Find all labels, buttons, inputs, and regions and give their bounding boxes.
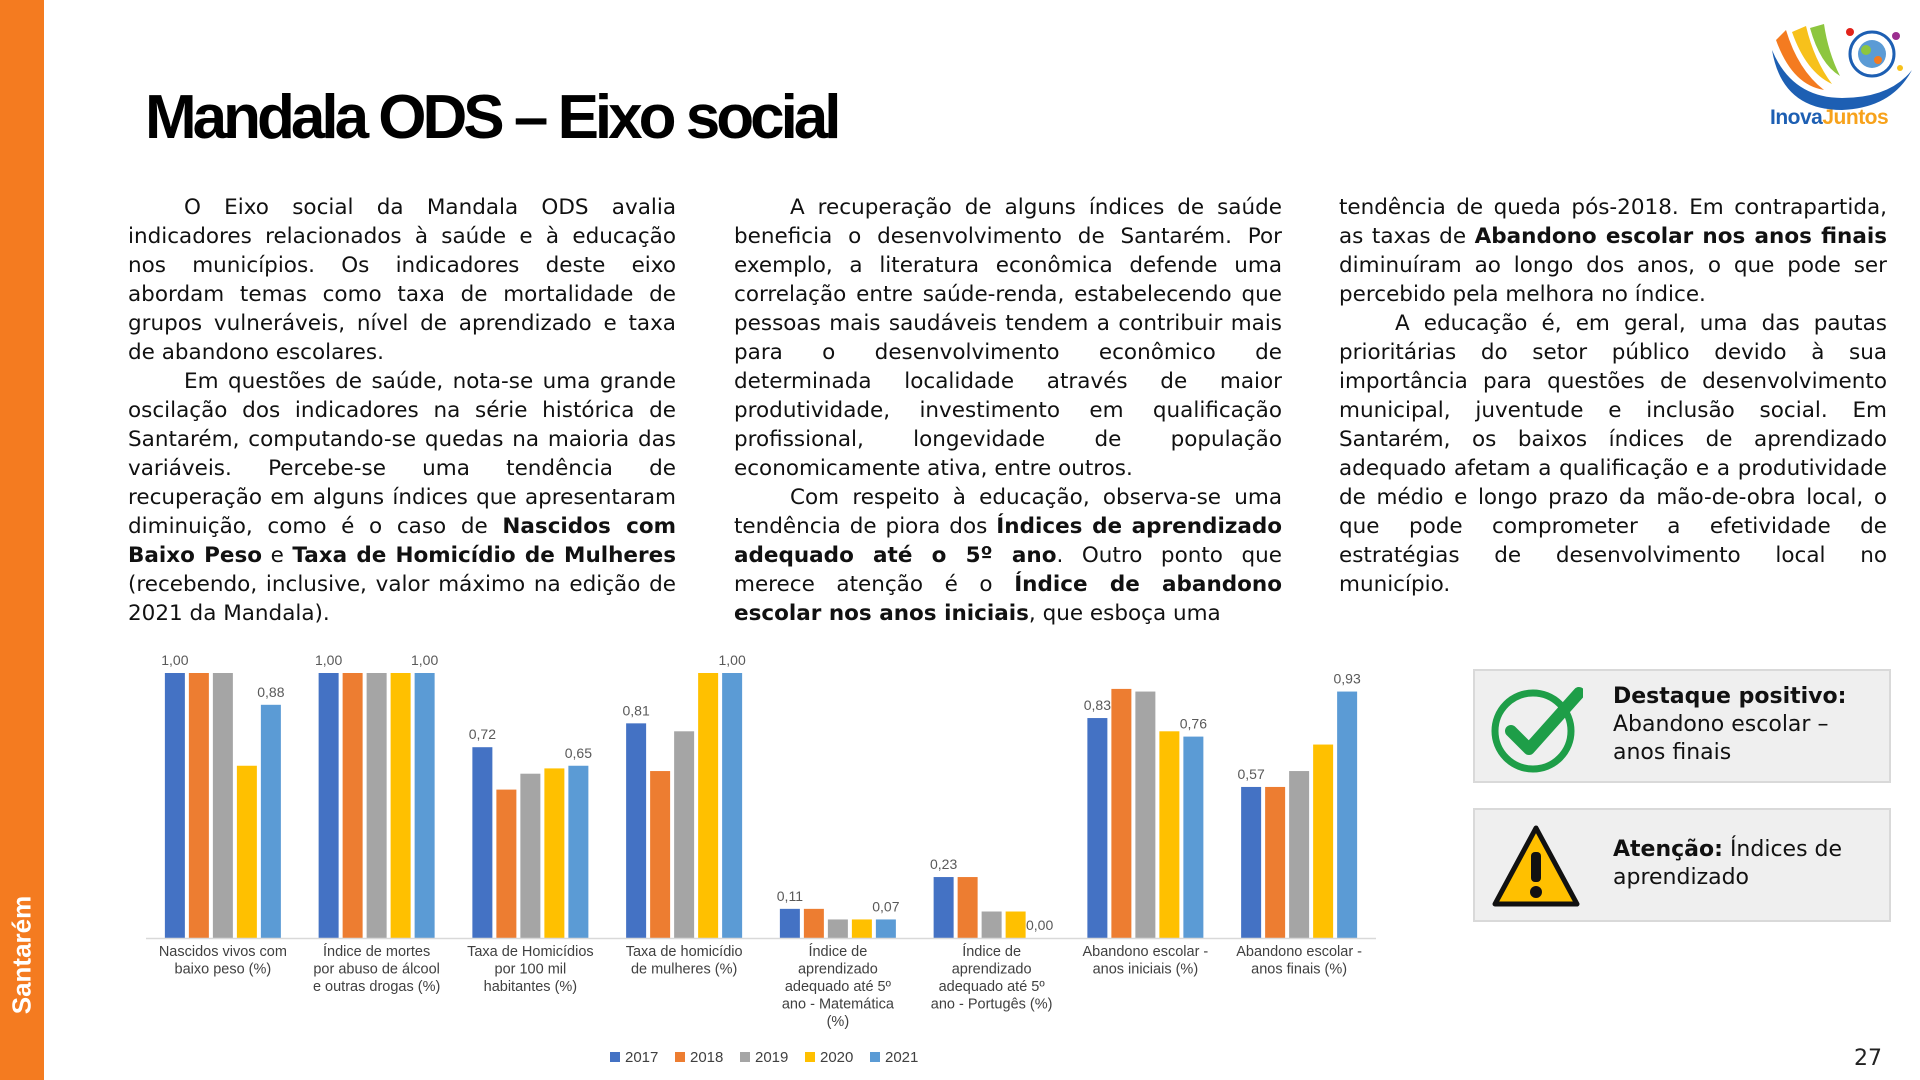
- data-label: 0,65: [564, 744, 592, 761]
- legend-swatch: [740, 1052, 750, 1062]
- sidebar: [0, 0, 44, 1080]
- bar: [261, 705, 281, 938]
- bar: [958, 877, 978, 938]
- bar: [520, 774, 540, 938]
- bar: [319, 673, 339, 938]
- legend-swatch: [870, 1052, 880, 1062]
- text-run: , que esboça uma: [1028, 601, 1221, 626]
- bar: [804, 909, 824, 938]
- data-label: 0,00: [1026, 917, 1054, 933]
- bar: [472, 747, 492, 938]
- bar: [391, 673, 411, 938]
- bar: [1265, 787, 1285, 938]
- paragraph: A educação é, em geral, uma das pautas prioritárias do setor público devido à sua importância para questões de desenvolvimento municipal, juventude e inclusão social. Em Santarém, os baixos índices de aprendizado adequado afetam a qualificação e a produtividade de médio e longo prazo da mão-de-obra local, o que pode comprometer a efetividade de estratégias de desenvolvimento local no município.: [1339, 311, 1887, 597]
- bar: [1111, 689, 1131, 938]
- tick-label: Taxa de homicídio de mulheres (%): [625, 944, 743, 978]
- data-label: 1,00: [411, 652, 439, 668]
- paragraph: A recuperação de alguns índices de saúde beneficia o desenvolvimento de Santarém. Por exemplo, a literatura econômica defende uma correlação entre saúde-renda, estabelecendo que pessoas mais saudáveis tendem a contribuir mais para o desenvolvimento econômico de determinada localidade através de maior produtividade, investimento em qualificação profissional, longevidade de população economicamente ativa, entre outros.: [734, 195, 1282, 481]
- bold-text: Índices de aprendizado adequado até o 5º ano: [734, 514, 1282, 568]
- text-run: . Outro ponto que merece atenção é o: [734, 543, 1282, 597]
- bar: [1135, 692, 1155, 938]
- page-title: Mandala ODS – Eixo social: [145, 83, 838, 152]
- logo-text-part2: Juntos: [1822, 106, 1889, 129]
- bar: [1087, 718, 1107, 938]
- bar: [1241, 787, 1261, 938]
- data-label: 0,83: [1083, 697, 1111, 714]
- legend-swatch: [610, 1052, 620, 1062]
- text-run: e: [262, 543, 293, 568]
- text-run: diminuíram ao longo dos anos, o que pode ser percebido pela melhora no índice.: [1339, 253, 1887, 307]
- bar: [650, 771, 670, 938]
- data-label: 0,93: [1333, 670, 1361, 687]
- bar: [876, 919, 896, 938]
- data-label: 0,81: [622, 702, 650, 719]
- bar: [568, 766, 588, 938]
- legend-label: 2020: [820, 1049, 854, 1066]
- page-number: 27: [1854, 1046, 1882, 1071]
- data-label: 0,88: [257, 683, 285, 700]
- bold-text: Índice de abandono escolar nos anos iniciais: [734, 572, 1282, 626]
- text-column-3: [1339, 193, 1887, 599]
- bar-chart: [140, 648, 1390, 1068]
- attention-box: [1473, 808, 1891, 922]
- bar: [544, 768, 564, 938]
- tick-label: Índice de aprendizado adequado até 5º ano - Portugês (%): [930, 944, 1053, 1013]
- legend-swatch: [805, 1052, 815, 1062]
- bar: [722, 673, 742, 938]
- text-run: Com respeito à educação, observa-se uma tendência de piora dos: [734, 485, 1282, 539]
- attention-text: [1613, 836, 1883, 892]
- positive-highlight-box: [1473, 669, 1891, 783]
- tick-label: Nascidos vivos com baixo peso (%): [158, 944, 287, 978]
- bar: [189, 673, 209, 938]
- positive-highlight-body: Abandono escolar – anos finais: [1613, 712, 1829, 765]
- data-label: 1,00: [718, 652, 746, 668]
- data-label: 0,72: [468, 726, 496, 743]
- text-run: (recebendo, inclusive, valor máximo na edição de 2021 da Mandala).: [128, 572, 676, 626]
- positive-highlight-title: Destaque positivo:: [1613, 684, 1847, 709]
- bar: [367, 673, 387, 938]
- data-label: 1,00: [161, 652, 189, 668]
- bar: [780, 909, 800, 938]
- legend-label: 2017: [625, 1049, 659, 1066]
- text-run: tendência de queda pós-2018. Em contrapartida, as taxas de: [1339, 195, 1887, 249]
- text-column-2: [734, 193, 1282, 628]
- bold-text: Taxa de Homicídio de Mulheres: [292, 543, 676, 568]
- attention-title: Atenção:: [1613, 837, 1723, 862]
- bar: [343, 673, 363, 938]
- data-label: 0,23: [930, 856, 958, 873]
- bar: [626, 723, 646, 938]
- bar: [674, 731, 694, 938]
- bar: [237, 766, 257, 938]
- bar: [1289, 771, 1309, 938]
- bar: [1006, 912, 1026, 939]
- paragraph: [734, 483, 1282, 628]
- bar: [1183, 737, 1203, 938]
- bar: [934, 877, 954, 938]
- tick-label: Abandono escolar -anos finais (%): [1236, 944, 1362, 978]
- check-icon: [1489, 681, 1583, 775]
- bar: [828, 919, 848, 938]
- data-label: 0,57: [1237, 765, 1265, 782]
- paragraph: [128, 367, 676, 628]
- bold-text: Nascidos com Baixo Peso: [128, 514, 676, 568]
- paragraph: [1339, 193, 1887, 309]
- bar: [698, 673, 718, 938]
- logo-text-part1: Inova: [1770, 106, 1823, 129]
- paragraph: O Eixo social da Mandala ODS avalia indicadores relacionados à saúde e à educação nos municípios. Os indicadores deste eixo abordam temas como taxa de mortalidade de grupos vulneráveis, nível de aprendizado e taxa de abandono escolares.: [128, 195, 676, 365]
- legend-label: 2019: [755, 1049, 789, 1066]
- positive-highlight-text: [1613, 683, 1883, 767]
- bar: [415, 673, 435, 938]
- bar: [1337, 692, 1357, 938]
- text-run: Em questões de saúde, nota-se uma grande oscilação dos indicadores na série histórica de Santarém, computando-se quedas na maioria das variáveis. Percebe-se uma tendência de recuperação em alguns índices que apresentaram diminuição, como é o caso de: [128, 369, 676, 539]
- bold-text: Abandono escolar nos anos finais: [1474, 224, 1887, 249]
- tick-label: Índice de mortes por abuso de álcool e outras drogas (%): [312, 944, 441, 995]
- bar: [165, 673, 185, 938]
- text-column-1: [128, 193, 676, 628]
- bar: [1159, 731, 1179, 938]
- bar: [213, 673, 233, 938]
- data-label: 0,11: [776, 887, 803, 904]
- bar: [982, 912, 1002, 939]
- attention-body: Índices de aprendizado: [1613, 837, 1843, 890]
- tick-label: Abandono escolar -anos iniciais (%): [1082, 944, 1209, 978]
- tick-label: Taxa de Homicídios por 100 mil habitantes (%): [467, 944, 594, 995]
- data-label: 1,00: [315, 652, 343, 668]
- data-label: 0,07: [872, 898, 900, 915]
- legend-label: 2021: [885, 1049, 919, 1066]
- sidebar-label: Santarém: [6, 895, 37, 1015]
- bar: [496, 790, 516, 938]
- legend-swatch: [675, 1052, 685, 1062]
- bar: [852, 919, 872, 938]
- bar: [1313, 745, 1333, 938]
- data-label: 0,76: [1179, 715, 1207, 732]
- warning-icon: [1489, 820, 1583, 914]
- tick-label: Índice de aprendizado adequado até 5º ano - Matemática (%): [781, 944, 894, 1030]
- legend-label: 2018: [690, 1049, 724, 1066]
- logo-text: [1770, 106, 1888, 130]
